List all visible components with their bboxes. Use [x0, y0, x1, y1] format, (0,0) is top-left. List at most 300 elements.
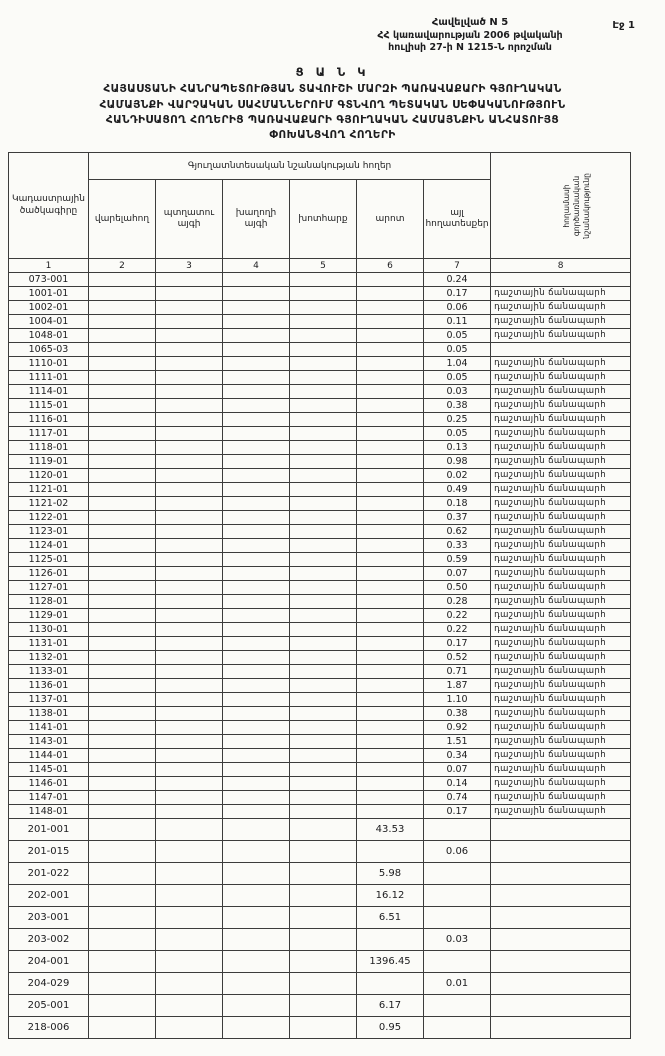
- cell-vineyard: [223, 385, 290, 399]
- document-title: [0, 64, 665, 144]
- cell-hayfield: [290, 907, 357, 929]
- cell-orchard: [156, 427, 223, 441]
- cell-other-land: 0.38: [424, 707, 491, 721]
- cell-cadastral-code: 1110-01: [9, 357, 89, 371]
- table-row: [9, 863, 631, 885]
- cell-vineyard: [223, 791, 290, 805]
- cell-designation-note: դաշտային ճանապարհ: [491, 609, 631, 623]
- cell-hayfield: [290, 427, 357, 441]
- cell-other-land: 0.05: [424, 343, 491, 357]
- header-arable: վարելահող: [89, 180, 156, 259]
- cell-arable: [89, 539, 156, 553]
- cell-pasture: [357, 371, 424, 385]
- cell-pasture: 6.17: [357, 995, 424, 1017]
- cell-other-land: [424, 819, 491, 841]
- cell-orchard: [156, 707, 223, 721]
- cell-cadastral-code: 1111-01: [9, 371, 89, 385]
- title-line-2: ՀԱՄԱՅՆՔԻ ՎԱՐՉԱԿԱՆ ՍԱՀՄԱՆՆԵՐՈՒՄ ԳՏՆՎՈՂ ՊԵՏԱԿԱՆ ՍԵՓԱԿԱՆՈՒԹՅՈՒՆ: [99, 98, 566, 111]
- cell-other-land: [424, 951, 491, 973]
- cell-arable: [89, 721, 156, 735]
- cell-arable: [89, 1017, 156, 1039]
- cell-other-land: 0.28: [424, 595, 491, 609]
- cell-designation-note: դաշտային ճանապարհ: [491, 735, 631, 749]
- cell-other-land: 0.59: [424, 553, 491, 567]
- cell-orchard: [156, 357, 223, 371]
- cell-arable: [89, 693, 156, 707]
- cell-designation-note: [491, 1017, 631, 1039]
- cell-pasture: [357, 539, 424, 553]
- col-number-6: 6: [357, 259, 424, 273]
- cell-orchard: [156, 567, 223, 581]
- cell-arable: [89, 735, 156, 749]
- cell-pasture: 5.98: [357, 863, 424, 885]
- cell-other-land: 0.25: [424, 413, 491, 427]
- cell-orchard: [156, 329, 223, 343]
- cell-other-land: 0.11: [424, 315, 491, 329]
- cell-orchard: [156, 995, 223, 1017]
- cell-other-land: 0.24: [424, 273, 491, 287]
- cell-pasture: [357, 651, 424, 665]
- cell-vineyard: [223, 525, 290, 539]
- cell-designation-note: դաշտային ճանապարհ: [491, 679, 631, 693]
- cell-orchard: [156, 455, 223, 469]
- cell-pasture: [357, 497, 424, 511]
- cell-arable: [89, 301, 156, 315]
- cell-other-land: 0.62: [424, 525, 491, 539]
- cell-hayfield: [290, 567, 357, 581]
- cell-orchard: [156, 525, 223, 539]
- cell-designation-note: դաշտային ճանապարհ: [491, 525, 631, 539]
- cell-orchard: [156, 315, 223, 329]
- cell-designation-note: դաշտային ճանապարհ: [491, 483, 631, 497]
- cell-cadastral-code: 1147-01: [9, 791, 89, 805]
- cell-arable: [89, 553, 156, 567]
- cell-designation-note: դաշտային ճանապարհ: [491, 469, 631, 483]
- cell-vineyard: [223, 651, 290, 665]
- cell-vineyard: [223, 637, 290, 651]
- cell-pasture: [357, 553, 424, 567]
- cell-arable: [89, 929, 156, 951]
- table-row: [9, 885, 631, 907]
- cell-hayfield: [290, 651, 357, 665]
- cell-designation-note: դաշտային ճանապարհ: [491, 553, 631, 567]
- cell-hayfield: [290, 1017, 357, 1039]
- cell-designation-note: դաշտային ճանապարհ: [491, 539, 631, 553]
- table-row: [9, 553, 631, 567]
- cell-orchard: [156, 841, 223, 863]
- cell-arable: [89, 497, 156, 511]
- cell-designation-note: [491, 863, 631, 885]
- cell-hayfield: [290, 721, 357, 735]
- cell-other-land: 0.06: [424, 301, 491, 315]
- cell-pasture: [357, 329, 424, 343]
- table-row: [9, 357, 631, 371]
- cell-other-land: 1.51: [424, 735, 491, 749]
- cell-cadastral-code: 1048-01: [9, 329, 89, 343]
- cell-cadastral-code: 1121-01: [9, 483, 89, 497]
- cell-designation-note: դաշտային ճանապարհ: [491, 427, 631, 441]
- cell-cadastral-code: 205-001: [9, 995, 89, 1017]
- cell-orchard: [156, 665, 223, 679]
- cell-hayfield: [290, 343, 357, 357]
- cell-designation-note: դաշտային ճանապարհ: [491, 315, 631, 329]
- cell-vineyard: [223, 357, 290, 371]
- cell-pasture: [357, 343, 424, 357]
- cell-vineyard: [223, 693, 290, 707]
- cell-designation-note: դաշտային ճանապարհ: [491, 721, 631, 735]
- cell-vineyard: [223, 763, 290, 777]
- title-line-4: ՓՈԽԱՆՑՎՈՂ ՀՈՂԵՐԻ: [269, 129, 396, 142]
- cell-hayfield: [290, 609, 357, 623]
- cell-vineyard: [223, 287, 290, 301]
- cell-orchard: [156, 273, 223, 287]
- cell-vineyard: [223, 273, 290, 287]
- cell-hayfield: [290, 413, 357, 427]
- cell-hayfield: [290, 301, 357, 315]
- cell-vineyard: [223, 455, 290, 469]
- cell-arable: [89, 595, 156, 609]
- table-row: [9, 287, 631, 301]
- cell-orchard: [156, 721, 223, 735]
- col-number-7: 7: [424, 259, 491, 273]
- cell-arable: [89, 907, 156, 929]
- cell-pasture: [357, 581, 424, 595]
- cell-arable: [89, 273, 156, 287]
- cell-other-land: 0.71: [424, 665, 491, 679]
- cell-other-land: 0.17: [424, 805, 491, 819]
- cell-arable: [89, 329, 156, 343]
- cell-vineyard: [223, 371, 290, 385]
- cell-designation-note: [491, 273, 631, 287]
- cell-hayfield: [290, 553, 357, 567]
- cell-orchard: [156, 777, 223, 791]
- table-row: [9, 763, 631, 777]
- cell-arable: [89, 777, 156, 791]
- table-row: [9, 329, 631, 343]
- cell-pasture: 43.53: [357, 819, 424, 841]
- cell-cadastral-code: 1116-01: [9, 413, 89, 427]
- cell-cadastral-code: 1130-01: [9, 623, 89, 637]
- cell-cadastral-code: 1065-03: [9, 343, 89, 357]
- cell-vineyard: [223, 951, 290, 973]
- table-row: [9, 301, 631, 315]
- table-header: [9, 153, 631, 273]
- cell-designation-note: դաշտային ճանապարհ: [491, 567, 631, 581]
- cell-other-land: [424, 863, 491, 885]
- cell-orchard: [156, 497, 223, 511]
- cell-arable: [89, 511, 156, 525]
- cell-arable: [89, 995, 156, 1017]
- cell-vineyard: [223, 595, 290, 609]
- cell-orchard: [156, 885, 223, 907]
- title-line-1: ՀԱՅԱՍՏԱՆԻ ՀԱՆՐԱՊԵՏՈՒԹՅԱՆ ՏԱՎՈՒՇԻ ՄԱՐԶԻ ՊԱՌԱՎԱՔԱՐԻ ԳՅՈՒՂԱԿԱՆ: [103, 83, 562, 96]
- cell-pasture: [357, 483, 424, 497]
- cell-orchard: [156, 385, 223, 399]
- cell-vineyard: [223, 399, 290, 413]
- cell-designation-note: դաշտային ճանապարհ: [491, 637, 631, 651]
- cell-vineyard: [223, 469, 290, 483]
- cell-pasture: [357, 929, 424, 951]
- cell-vineyard: [223, 885, 290, 907]
- cell-hayfield: [290, 497, 357, 511]
- cell-orchard: [156, 287, 223, 301]
- cell-designation-note: [491, 343, 631, 357]
- cell-vineyard: [223, 539, 290, 553]
- cell-orchard: [156, 1017, 223, 1039]
- cell-cadastral-code: 204-001: [9, 951, 89, 973]
- cell-pasture: [357, 609, 424, 623]
- cell-designation-note: [491, 929, 631, 951]
- cell-orchard: [156, 399, 223, 413]
- cell-other-land: 0.34: [424, 749, 491, 763]
- table-row: [9, 679, 631, 693]
- cell-other-land: 0.05: [424, 329, 491, 343]
- cell-designation-note: դաշտային ճանապարհ: [491, 763, 631, 777]
- cell-cadastral-code: 1146-01: [9, 777, 89, 791]
- cell-orchard: [156, 511, 223, 525]
- cell-pasture: 6.51: [357, 907, 424, 929]
- cell-designation-note: դաշտային ճանապարհ: [491, 287, 631, 301]
- cell-pasture: [357, 791, 424, 805]
- cell-arable: [89, 637, 156, 651]
- cell-pasture: [357, 637, 424, 651]
- cell-arable: [89, 455, 156, 469]
- cell-cadastral-code: 1120-01: [9, 469, 89, 483]
- col-number-3: 3: [156, 259, 223, 273]
- cell-arable: [89, 427, 156, 441]
- cell-hayfield: [290, 951, 357, 973]
- cell-pasture: [357, 315, 424, 329]
- cell-arable: [89, 791, 156, 805]
- header-group-agricultural: Գյուղատնտեսական նշանակության հողեր: [89, 153, 491, 180]
- table-row: [9, 665, 631, 679]
- cell-designation-note: դաշտային ճանապարհ: [491, 693, 631, 707]
- table-row: [9, 441, 631, 455]
- table-row: [9, 273, 631, 287]
- cell-other-land: [424, 907, 491, 929]
- cell-designation-note: [491, 951, 631, 973]
- table-row: [9, 455, 631, 469]
- cell-pasture: [357, 721, 424, 735]
- col-number-2: 2: [89, 259, 156, 273]
- cell-orchard: [156, 863, 223, 885]
- cell-orchard: [156, 735, 223, 749]
- table-row: [9, 511, 631, 525]
- cell-pasture: [357, 841, 424, 863]
- cell-vineyard: [223, 707, 290, 721]
- cell-designation-note: դաշտային ճանապարհ: [491, 791, 631, 805]
- cell-vineyard: [223, 995, 290, 1017]
- cell-cadastral-code: 1126-01: [9, 567, 89, 581]
- cell-other-land: [424, 1017, 491, 1039]
- cell-other-land: 0.07: [424, 763, 491, 777]
- cell-vineyard: [223, 301, 290, 315]
- cell-pasture: [357, 805, 424, 819]
- cell-vineyard: [223, 777, 290, 791]
- cell-hayfield: [290, 863, 357, 885]
- cell-designation-note: [491, 995, 631, 1017]
- cell-cadastral-code: 1143-01: [9, 735, 89, 749]
- cell-orchard: [156, 693, 223, 707]
- cell-vineyard: [223, 329, 290, 343]
- table-row: [9, 973, 631, 995]
- cell-designation-note: դաշտային ճանապարհ: [491, 581, 631, 595]
- header-functional-designation: [491, 153, 631, 259]
- cell-cadastral-code: 203-002: [9, 929, 89, 951]
- cell-vineyard: [223, 553, 290, 567]
- cell-vineyard: [223, 413, 290, 427]
- cell-pasture: [357, 665, 424, 679]
- cell-arable: [89, 679, 156, 693]
- cell-cadastral-code: 1122-01: [9, 511, 89, 525]
- cell-hayfield: [290, 679, 357, 693]
- cell-hayfield: [290, 929, 357, 951]
- cell-other-land: 0.18: [424, 497, 491, 511]
- cell-hayfield: [290, 385, 357, 399]
- col-number-8: 8: [491, 259, 631, 273]
- cell-vineyard: [223, 497, 290, 511]
- table-row: [9, 735, 631, 749]
- cell-vineyard: [223, 907, 290, 929]
- cell-vineyard: [223, 427, 290, 441]
- cell-other-land: 1.04: [424, 357, 491, 371]
- cell-cadastral-code: 1144-01: [9, 749, 89, 763]
- cell-other-land: 0.92: [424, 721, 491, 735]
- cell-hayfield: [290, 973, 357, 995]
- cell-arable: [89, 819, 156, 841]
- cell-orchard: [156, 637, 223, 651]
- cell-hayfield: [290, 595, 357, 609]
- cell-arable: [89, 665, 156, 679]
- page-number: Էջ 1: [612, 20, 635, 31]
- cell-orchard: [156, 581, 223, 595]
- cell-hayfield: [290, 455, 357, 469]
- cell-designation-note: դաշտային ճանապարհ: [491, 385, 631, 399]
- table-row: [9, 581, 631, 595]
- table-row: [9, 343, 631, 357]
- cell-other-land: 0.22: [424, 623, 491, 637]
- cell-cadastral-code: 204-029: [9, 973, 89, 995]
- header-cadastral-code: Կադաստրային ծածկագիրը: [9, 153, 89, 259]
- column-number-row: [9, 259, 631, 273]
- cell-pasture: [357, 287, 424, 301]
- cell-other-land: 0.17: [424, 637, 491, 651]
- cell-hayfield: [290, 693, 357, 707]
- cell-arable: [89, 315, 156, 329]
- cell-pasture: [357, 273, 424, 287]
- cell-pasture: [357, 469, 424, 483]
- cell-other-land: 1.10: [424, 693, 491, 707]
- cell-arable: [89, 441, 156, 455]
- cell-orchard: [156, 553, 223, 567]
- cell-cadastral-code: 1114-01: [9, 385, 89, 399]
- cell-vineyard: [223, 1017, 290, 1039]
- table-row: [9, 819, 631, 841]
- cell-vineyard: [223, 609, 290, 623]
- table-row: [9, 623, 631, 637]
- cell-pasture: [357, 427, 424, 441]
- cell-pasture: [357, 679, 424, 693]
- cell-cadastral-code: 1128-01: [9, 595, 89, 609]
- cell-cadastral-code: 1121-02: [9, 497, 89, 511]
- cell-orchard: [156, 413, 223, 427]
- cell-hayfield: [290, 735, 357, 749]
- cell-designation-note: դաշտային ճանապարհ: [491, 497, 631, 511]
- title-caption: Ց Ա Ն Կ: [295, 64, 370, 79]
- rotated-header-text: հողամասի գործառնական նշանակությունը: [562, 172, 592, 239]
- table-row: [9, 777, 631, 791]
- cell-pasture: [357, 623, 424, 637]
- cell-other-land: 0.38: [424, 399, 491, 413]
- cell-hayfield: [290, 819, 357, 841]
- cell-pasture: [357, 595, 424, 609]
- cell-vineyard: [223, 441, 290, 455]
- cell-designation-note: [491, 819, 631, 841]
- cell-cadastral-code: 1119-01: [9, 455, 89, 469]
- cell-designation-note: դաշտային ճանապարհ: [491, 623, 631, 637]
- cell-arable: [89, 287, 156, 301]
- cell-cadastral-code: 1148-01: [9, 805, 89, 819]
- cell-other-land: 0.33: [424, 539, 491, 553]
- cell-cadastral-code: 1137-01: [9, 693, 89, 707]
- cell-other-land: 0.06: [424, 841, 491, 863]
- cell-orchard: [156, 805, 223, 819]
- cell-vineyard: [223, 819, 290, 841]
- cell-orchard: [156, 441, 223, 455]
- cell-hayfield: [290, 483, 357, 497]
- cell-other-land: 0.98: [424, 455, 491, 469]
- cell-hayfield: [290, 399, 357, 413]
- cell-arable: [89, 581, 156, 595]
- cell-pasture: [357, 399, 424, 413]
- header-other-land: այլ հողատեսքեր: [424, 180, 491, 259]
- cell-designation-note: դաշտային ճանապարհ: [491, 455, 631, 469]
- cell-orchard: [156, 623, 223, 637]
- cell-vineyard: [223, 749, 290, 763]
- cell-cadastral-code: 1131-01: [9, 637, 89, 651]
- cell-pasture: [357, 525, 424, 539]
- cell-pasture: 1396.45: [357, 951, 424, 973]
- cell-designation-note: դաշտային ճանապարհ: [491, 301, 631, 315]
- cell-arable: [89, 385, 156, 399]
- cell-other-land: [424, 885, 491, 907]
- table-row: [9, 567, 631, 581]
- cell-cadastral-code: 1129-01: [9, 609, 89, 623]
- cell-cadastral-code: 1004-01: [9, 315, 89, 329]
- cell-other-land: 0.05: [424, 427, 491, 441]
- cell-pasture: [357, 763, 424, 777]
- cell-pasture: [357, 693, 424, 707]
- table-row: [9, 651, 631, 665]
- cell-pasture: [357, 707, 424, 721]
- cell-orchard: [156, 483, 223, 497]
- cell-designation-note: [491, 841, 631, 863]
- cell-vineyard: [223, 841, 290, 863]
- cell-cadastral-code: 1118-01: [9, 441, 89, 455]
- cell-designation-note: [491, 907, 631, 929]
- cell-cadastral-code: 203-001: [9, 907, 89, 929]
- cell-designation-note: դաշտային ճանապարհ: [491, 371, 631, 385]
- cell-other-land: 0.01: [424, 973, 491, 995]
- cell-arable: [89, 651, 156, 665]
- cell-cadastral-code: 1125-01: [9, 553, 89, 567]
- cell-arable: [89, 749, 156, 763]
- annex-line-2: ՀՀ կառավարության 2006 թվականի: [377, 30, 563, 41]
- cell-pasture: [357, 567, 424, 581]
- table-row: [9, 315, 631, 329]
- cell-hayfield: [290, 315, 357, 329]
- cell-arable: [89, 469, 156, 483]
